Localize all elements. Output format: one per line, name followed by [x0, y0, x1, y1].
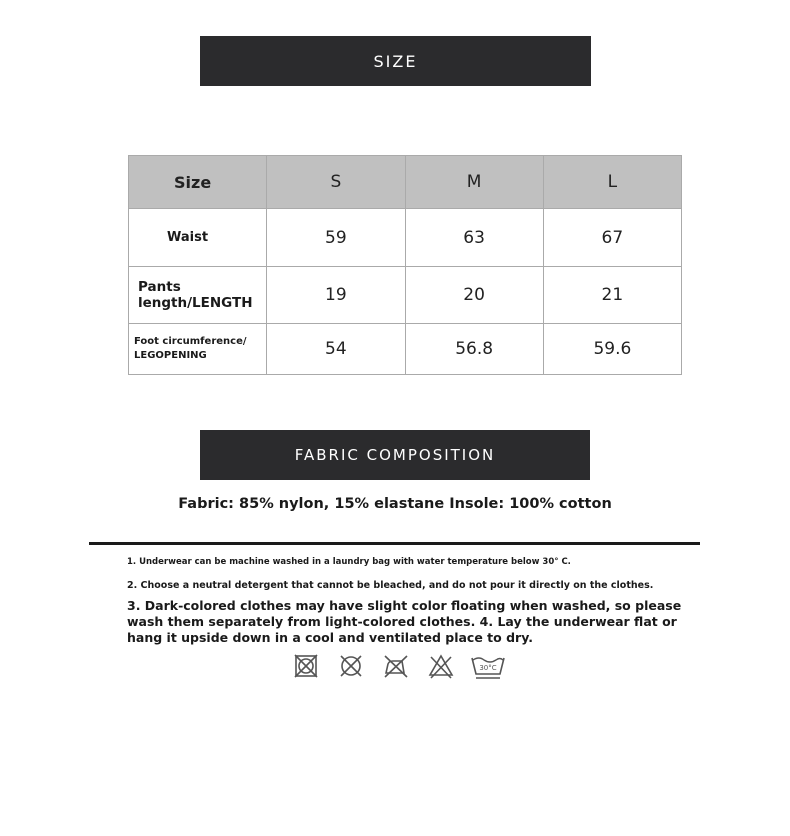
table-cell: 59.6 [543, 324, 681, 375]
do-not-tumble-dry-icon [292, 652, 320, 680]
table-cell: 20 [405, 267, 543, 324]
wash-30-icon [470, 652, 506, 680]
table-cell: 56.8 [405, 324, 543, 375]
table-header-row [129, 156, 682, 209]
header-size: Size [129, 156, 267, 209]
fabric-text: Fabric: 85% nylon, 15% elastane Insole: 100% cotton [178, 496, 612, 512]
table-cell: 21 [543, 267, 681, 324]
care-icons [290, 652, 510, 682]
wash-temperature-label: 30°C [479, 664, 497, 672]
size-table [128, 155, 682, 375]
divider [89, 542, 700, 545]
do-not-iron-icon [382, 652, 410, 680]
row-label-line1: Foot circumference/ [134, 336, 247, 347]
table-row [129, 267, 682, 324]
table-cell: 19 [267, 267, 405, 324]
do-not-dry-clean-icon [337, 652, 365, 680]
table-cell: 54 [267, 324, 405, 375]
care-instruction-3: 3. Dark-colored clothes may have slight color floating when washed, so please wash them separately from light-colored clothes. 4. Lay the underwear flat or hang it upside down in a cool and ventilated place to dry. [127, 598, 682, 645]
row-label-waist: Waist [129, 209, 267, 267]
header-s: S [267, 156, 405, 209]
table-cell: 67 [543, 209, 681, 267]
header-l: L [543, 156, 681, 209]
table-row [129, 209, 682, 267]
care-instruction-2: 2. Choose a neutral detergent that cannot be bleached, and do not pour it directly on the clothes. [127, 580, 654, 591]
table-cell: 63 [405, 209, 543, 267]
row-label-line2: LEGOPENING [134, 350, 207, 361]
header-m: M [405, 156, 543, 209]
row-label-pants-length: Pants length/LENGTH [129, 267, 267, 324]
size-banner: SIZE [200, 36, 591, 86]
table-row [129, 324, 682, 375]
fabric-composition-banner: FABRIC COMPOSITION [200, 430, 590, 480]
row-label-foot-circumference [129, 324, 267, 375]
table-cell: 59 [267, 209, 405, 267]
care-instruction-1: 1. Underwear can be machine washed in a laundry bag with water temperature below 30° C. [127, 557, 571, 567]
do-not-bleach-icon [427, 652, 455, 680]
